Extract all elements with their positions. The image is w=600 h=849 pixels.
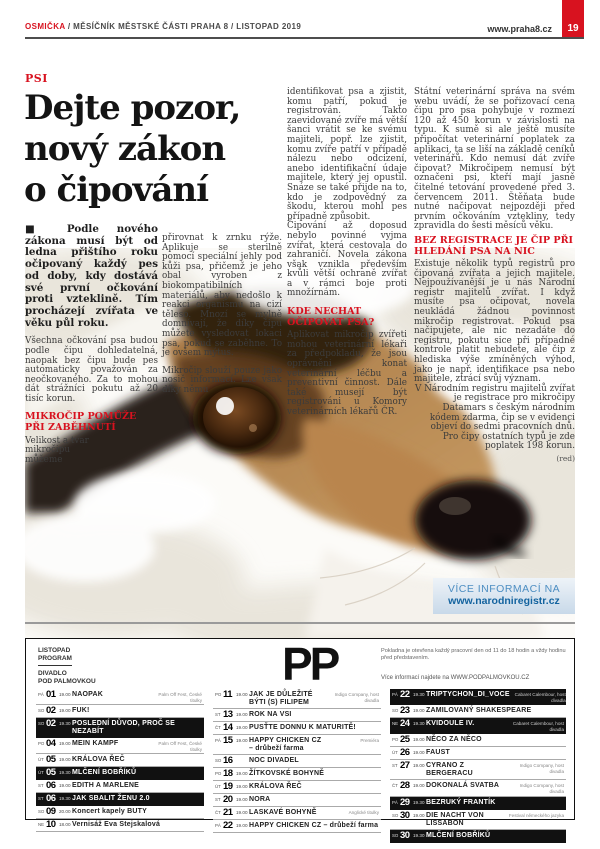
program-row — [213, 689, 381, 709]
day-abbrev: SO — [215, 758, 222, 763]
day-number: 06 — [46, 793, 56, 805]
day-abbrev: SO — [392, 812, 399, 818]
day-abbrev: ČT — [215, 810, 221, 815]
program-rule — [38, 665, 72, 666]
show-note: Palm Off Fest, České titulky — [158, 692, 202, 703]
program-month: LISTOPAD — [38, 647, 71, 654]
paragraph: Čipování až doposud nebylo povinné vyjma zvířat, která cestovala do zahraničí. Novela zákona však vznikla především kvůli větší ochraně zvířat a v rámci boje proti množírnám. — [287, 221, 407, 299]
show-title: LASKAVÉ BOHYNĚ — [249, 809, 317, 816]
show-time: 19.00 — [413, 737, 425, 743]
show-time: 19.00 — [59, 708, 71, 714]
day-abbrev: PÁ — [215, 738, 221, 743]
show-note: Indigo Company, host divadla — [334, 692, 379, 703]
day-abbrev: ÚT — [38, 757, 44, 763]
show-time: 19.00 — [413, 763, 425, 769]
show-title: ROK NA VSI — [249, 711, 292, 718]
lead-paragraph: ■ Podle nového zákona musí být od ledna přištího roku očipovaný každý pes od doby, kdy dostává své první očkování proti vzteklině. Tím procházejí zvířata ve věku půl roku. — [25, 223, 158, 329]
day-number: 28 — [400, 780, 410, 792]
day-abbrev: SO — [392, 708, 399, 714]
day-abbrev: SO — [392, 832, 399, 838]
program-row — [36, 718, 204, 738]
day-number: 14 — [223, 722, 233, 733]
day-number: 22 — [400, 689, 410, 700]
program-row — [213, 755, 381, 768]
show-time: 19.00 — [59, 757, 71, 763]
program-row — [390, 734, 566, 747]
program-column-1 — [36, 689, 204, 832]
program-row — [36, 780, 204, 793]
day-abbrev: SO — [38, 721, 45, 727]
day-number: 22 — [223, 820, 233, 831]
day-number: 20 — [223, 794, 233, 805]
paragraph: Existuje několik typů registrů pro čipovaná zvířata a jejich majitele. Nejpoužívanější je u nás Národní registr majitelů zvířat. I když musíte psa očipovat, novela neukládá žádnou povinnost mikročip registrovat. Pokud psa načipujete, ale nic nezadáte do registru, pokutu sice při případné kontrole platit nebudete, ale čip z hlediska výše zmíněných výhod, jako je např. identifikace psa nebo majitele, ztrácí svůj význam. — [414, 259, 575, 385]
day-abbrev: ST — [38, 783, 44, 789]
day-abbrev: PÁ — [392, 692, 398, 697]
program-row — [213, 794, 381, 807]
show-note: Indigo Company, host divadla — [519, 763, 564, 774]
show-title: PUSŤTE DONNU K MATURITĚ! — [249, 724, 356, 731]
show-title: MLČENÍ BOBŘÍKŮ — [72, 769, 137, 777]
day-number: 13 — [223, 709, 233, 720]
day-number: 30 — [400, 809, 410, 821]
show-title: NORA — [249, 796, 271, 803]
paragraph: přirovnat k zrnku rýže. Aplikuje se sterilně pomocí speciální jehly pod kůži psa, přičemž je jeho obal vyroben z biokompatibilních materiálů, aby nedošlo k reakci organismu na cizí těleso. Mnozí se mylně domnívají, že díky čipu můžete vysledovat lokaci psa, pokud se zaběhne. To je ovšem mýtus. — [162, 233, 282, 359]
show-note: Palm Off Fest, České titulky — [158, 741, 202, 752]
show-title: POSLEDNÍ DŮVOD, PROČ SE NEZABÍT — [72, 720, 176, 736]
show-time: 19.30 — [413, 721, 425, 727]
program-row — [36, 767, 204, 780]
program-row — [213, 768, 381, 781]
day-number: 30 — [400, 829, 410, 841]
subhead-registration: BEZ REGISTRACE JE ČIP PŘI HLEDÁNÍ PSA NA NIC — [414, 234, 574, 257]
venue-line-2: POD PALMOVKOU — [38, 677, 96, 685]
show-title: NOC DIVADEL — [249, 757, 299, 764]
day-number: 23 — [400, 705, 410, 717]
program-row — [213, 709, 381, 722]
show-title: CYRANO Z BERGERACU — [426, 762, 473, 778]
author-signature: (red) — [556, 453, 575, 463]
show-time: 19.00 — [59, 692, 71, 697]
program-row — [36, 754, 204, 767]
show-time: 19.30 — [413, 692, 425, 697]
day-number: 25 — [400, 734, 410, 746]
day-number: 27 — [400, 760, 410, 772]
show-title: MEIN KAMPF — [72, 740, 119, 748]
day-number: 10 — [46, 819, 56, 831]
day-number: 04 — [46, 738, 56, 750]
day-number: 15 — [223, 735, 233, 746]
paragraph: Velikost a tvar mikročipu můžeme — [25, 435, 89, 465]
show-time: 20.00 — [59, 809, 71, 815]
program-row — [390, 780, 566, 796]
day-abbrev: PÁ — [38, 692, 44, 697]
day-number: 09 — [46, 806, 56, 818]
day-abbrev: ÚT — [215, 784, 221, 789]
show-time: 19.00 — [236, 725, 248, 730]
day-abbrev: PO — [215, 771, 222, 776]
show-title: Koncert kapely BUTY — [72, 808, 147, 816]
day-abbrev: ST — [38, 796, 44, 802]
show-time: 19.00 — [413, 750, 425, 756]
day-number: 05 — [46, 767, 56, 779]
show-time: 19.00 — [413, 812, 425, 818]
show-title: DOKONALÁ SVATBA — [426, 782, 500, 790]
site-url[interactable]: www.praha8.cz — [487, 24, 552, 34]
headline-line-3: o čipování — [24, 170, 209, 210]
program-row — [213, 820, 381, 833]
day-number: 18 — [223, 768, 233, 779]
day-number: 19 — [223, 781, 233, 792]
day-abbrev: ČT — [392, 783, 398, 789]
show-time: 19.00 — [236, 823, 248, 828]
show-time: 19.00 — [413, 708, 425, 714]
show-time: 19.30 — [59, 770, 71, 776]
show-note: Festival německého jazyka — [508, 812, 564, 818]
article-headline — [24, 88, 294, 211]
show-title: FAUST — [426, 749, 450, 757]
program-row — [213, 735, 381, 755]
day-abbrev: ÚT — [38, 770, 44, 776]
day-number: 02 — [46, 718, 56, 730]
day-abbrev: PÁ — [215, 823, 221, 828]
day-abbrev: ČT — [215, 725, 221, 730]
show-title: NĚCO ZA NĚCO — [426, 736, 482, 744]
program-label: PROGRAM — [38, 654, 72, 662]
theatre-logo: PP — [282, 638, 338, 690]
show-title: KVIDOULE IV. — [426, 720, 475, 728]
day-abbrev: PO — [38, 741, 45, 747]
program-column-2 — [213, 689, 381, 833]
program-month-label — [38, 647, 72, 662]
info-box — [433, 578, 575, 614]
day-number: 16 — [223, 755, 233, 766]
subhead-where: KDE NECHAT OČIPOVAT PSA? — [287, 306, 375, 328]
day-abbrev: ST — [215, 797, 221, 802]
show-time: 19.30 — [413, 832, 425, 838]
program-row — [390, 797, 566, 810]
day-abbrev: PÁ — [392, 799, 398, 805]
show-note: Anglické titulky — [348, 810, 379, 815]
day-abbrev: PO — [215, 692, 222, 697]
show-title: ZAMILOVANÝ SHAKESPEARE — [426, 707, 532, 715]
program-column-3 — [390, 689, 566, 843]
headline-line-2: nový zákon — [24, 129, 226, 169]
program-row — [390, 718, 566, 734]
magazine-title: OSMIČKA — [25, 22, 66, 31]
show-time: 19.30 — [413, 799, 425, 805]
show-time: 19.00 — [413, 783, 425, 789]
article-column-4 — [414, 88, 575, 464]
show-time: 19.30 — [59, 721, 71, 727]
show-note: Premiéra — [360, 738, 379, 743]
program-row — [390, 747, 566, 760]
day-abbrev: ST — [392, 763, 398, 769]
info-box-label: VÍCE INFORMACÍ NA — [447, 583, 561, 595]
show-title: HAPPY CHICKEN CZ – drůbeží farma — [249, 822, 379, 829]
day-abbrev: ST — [215, 712, 221, 717]
box-office-hours: Pokladna je otevřena každý pracovní den od 11 do 18 hodin a vždy hodinu před představením. — [381, 648, 566, 661]
program-row — [390, 810, 566, 830]
show-time: 19.00 — [236, 771, 248, 776]
day-number: 29 — [400, 796, 410, 808]
day-abbrev: SO — [38, 809, 45, 815]
program-row — [213, 781, 381, 794]
day-abbrev: SO — [38, 708, 45, 714]
day-number: 26 — [400, 747, 410, 759]
day-number: 24 — [400, 718, 410, 730]
show-title: Vernisáž Eva Stejskalová — [72, 821, 161, 829]
program-row — [213, 807, 381, 820]
theatre-program-box — [25, 638, 575, 841]
article-column-2 — [162, 234, 282, 404]
article-kicker: PSI — [25, 72, 48, 85]
show-title: KRÁLOVA ŘEČ — [249, 783, 302, 790]
show-time: 19.30 — [59, 796, 71, 802]
show-title: TRIPTYCHON_DI_VOCE — [426, 691, 510, 698]
paragraph: V Národním registru majitelů zvířat je registrace pro mikročipy Datamars s českým národním kódem zdarma, čip se v evidenci objeví do sedmi pracovních dnů. Pro čipy ostatních typů je zde poplatek 198 korun. — [415, 383, 575, 452]
header-rule — [25, 37, 584, 39]
show-title: HAPPY CHICKEN CZ – drůbeží farma — [249, 737, 322, 752]
paragraph: Mikročip slouží pouze jako nosič informací. Lze však díky němu — [162, 365, 282, 395]
show-note: Indigo Company, host divadla — [519, 783, 564, 794]
show-time: 19.00 — [236, 738, 248, 743]
program-row — [36, 689, 204, 705]
show-title: MLČENÍ BOBŘÍKŮ — [426, 831, 491, 839]
show-time: 19.00 — [236, 712, 248, 717]
page-number-tab — [562, 0, 584, 37]
show-time: 19.00 — [236, 797, 248, 802]
day-abbrev: NE — [392, 721, 399, 727]
show-time: 19.00 — [59, 741, 71, 747]
program-row — [36, 705, 204, 718]
program-row — [390, 830, 566, 843]
paragraph: Státní veterinární správa na svém webu uvádí, že se pořizovací cena čipu pro psa pohybuje v rozmezí 120 až 450 korun v závislosti na typu. K sumě si ale ještě musíte připočítat veterinární poplatek za aplikaci, ta se liší na základě ceníků veterinářů. Kdo nemusí dát zvíře čipovat? Mikročipem nemusí být označeni psi, kteří mají jasně čitelné tetování provedené před 3. červencem 2011. Štěňata bude nutné načipovat nejpozději před prvním očkováním vztekliny, tedy zpravidla do šesti měsíců věku. — [414, 87, 575, 232]
program-row — [36, 738, 204, 754]
theatre-url[interactable]: Více informací najdete na WWW.PODPALMOVKOU.CZ — [381, 675, 530, 681]
day-number: 11 — [223, 689, 233, 700]
day-number: 06 — [46, 780, 56, 792]
show-time: 19.00 — [236, 692, 248, 697]
day-number: 01 — [46, 689, 56, 700]
day-abbrev: ÚT — [392, 750, 398, 756]
day-number: 02 — [46, 705, 56, 717]
show-title: EDITH A MARLENE — [72, 782, 140, 790]
paragraph: Všechna očkování psa budou podle čipu dohledatelná, naopak bez čipu bude pes automaticky považován za neočkovaného. Za to mohou dát strážníci pokutu až 20 tisíc korun. — [25, 336, 158, 404]
program-row — [36, 806, 204, 819]
show-title: NAOPAK — [72, 691, 104, 698]
program-row — [36, 793, 204, 806]
show-time: 18.00 — [59, 822, 71, 828]
show-time: 19.00 — [236, 784, 248, 789]
show-time: 19.00 — [236, 810, 248, 815]
article-column-3 — [287, 88, 407, 426]
venue-line-1: DIVADLO — [38, 670, 67, 677]
venue-name — [38, 670, 96, 685]
program-row — [36, 819, 204, 832]
show-time: 19.00 — [59, 783, 71, 789]
day-number: 05 — [46, 754, 56, 766]
program-row — [213, 722, 381, 735]
show-title: DIE NACHT VON LISSABON — [426, 811, 484, 827]
program-row — [390, 689, 566, 705]
show-time — [236, 756, 249, 758]
headline-line-1: Dejte pozor, — [24, 88, 241, 128]
show-note: Cabaret Calembour, host divadla — [514, 692, 566, 703]
show-title: ŽÍTKOVSKÉ BOHYNĚ — [249, 770, 325, 777]
issue-line: / MĚSÍČNÍK MĚSTSKÉ ČÁSTI PRAHA 8 / LISTOPAD 2019 — [65, 22, 302, 31]
day-number: 21 — [223, 807, 233, 818]
show-note: Cabaret Calembour, host divadla — [512, 721, 564, 732]
show-title: BEZRUKÝ FRANTÍK — [426, 798, 496, 806]
show-title: JAK JE DŮLEŽITÉ BÝTI (S) FILIPEM — [249, 691, 313, 706]
page-number: 19 — [567, 23, 579, 34]
show-title: KRÁLOVA ŘEČ — [72, 756, 125, 764]
show-title: FUK! — [72, 707, 90, 715]
paragraph: identifikovat psa a zjistit, komu patří, pokud je registrován. Takto zaevidované zvíře má větší šanci vrátit se ke svému majiteli, popř. lze zjistit, komu zvíře patří v případě nálezu nebo odcizení, anebo identifikační údaje majitele, který jej opustil. Snáze se také přijde na to, kdo je zodpovědný za škodu, kterou mohl pes případně způsobit. — [287, 87, 407, 222]
program-row — [390, 760, 566, 780]
day-abbrev: NE — [38, 822, 45, 828]
show-title: JAK SBALIT ŽENU 2.0 — [72, 795, 150, 803]
program-row — [390, 705, 566, 718]
section-divider — [25, 622, 575, 624]
registry-url[interactable]: www.narodniregistr.cz — [448, 595, 560, 607]
subhead-microchip: MIKROČIP POMŮŽE PŘI ZABĚHNUTÍ — [25, 411, 137, 434]
paragraph: Aplikovat mikročip zvířeti mohou veterinární lékaři za předpokladu, že jsou oprávněni konat veterinární léčbu a preventivní činnost. Dále také musejí být registrováni u Komory veterinárních lékařů ČR. — [287, 330, 407, 417]
article-column-1 — [25, 224, 158, 473]
day-abbrev: PO — [392, 737, 399, 743]
